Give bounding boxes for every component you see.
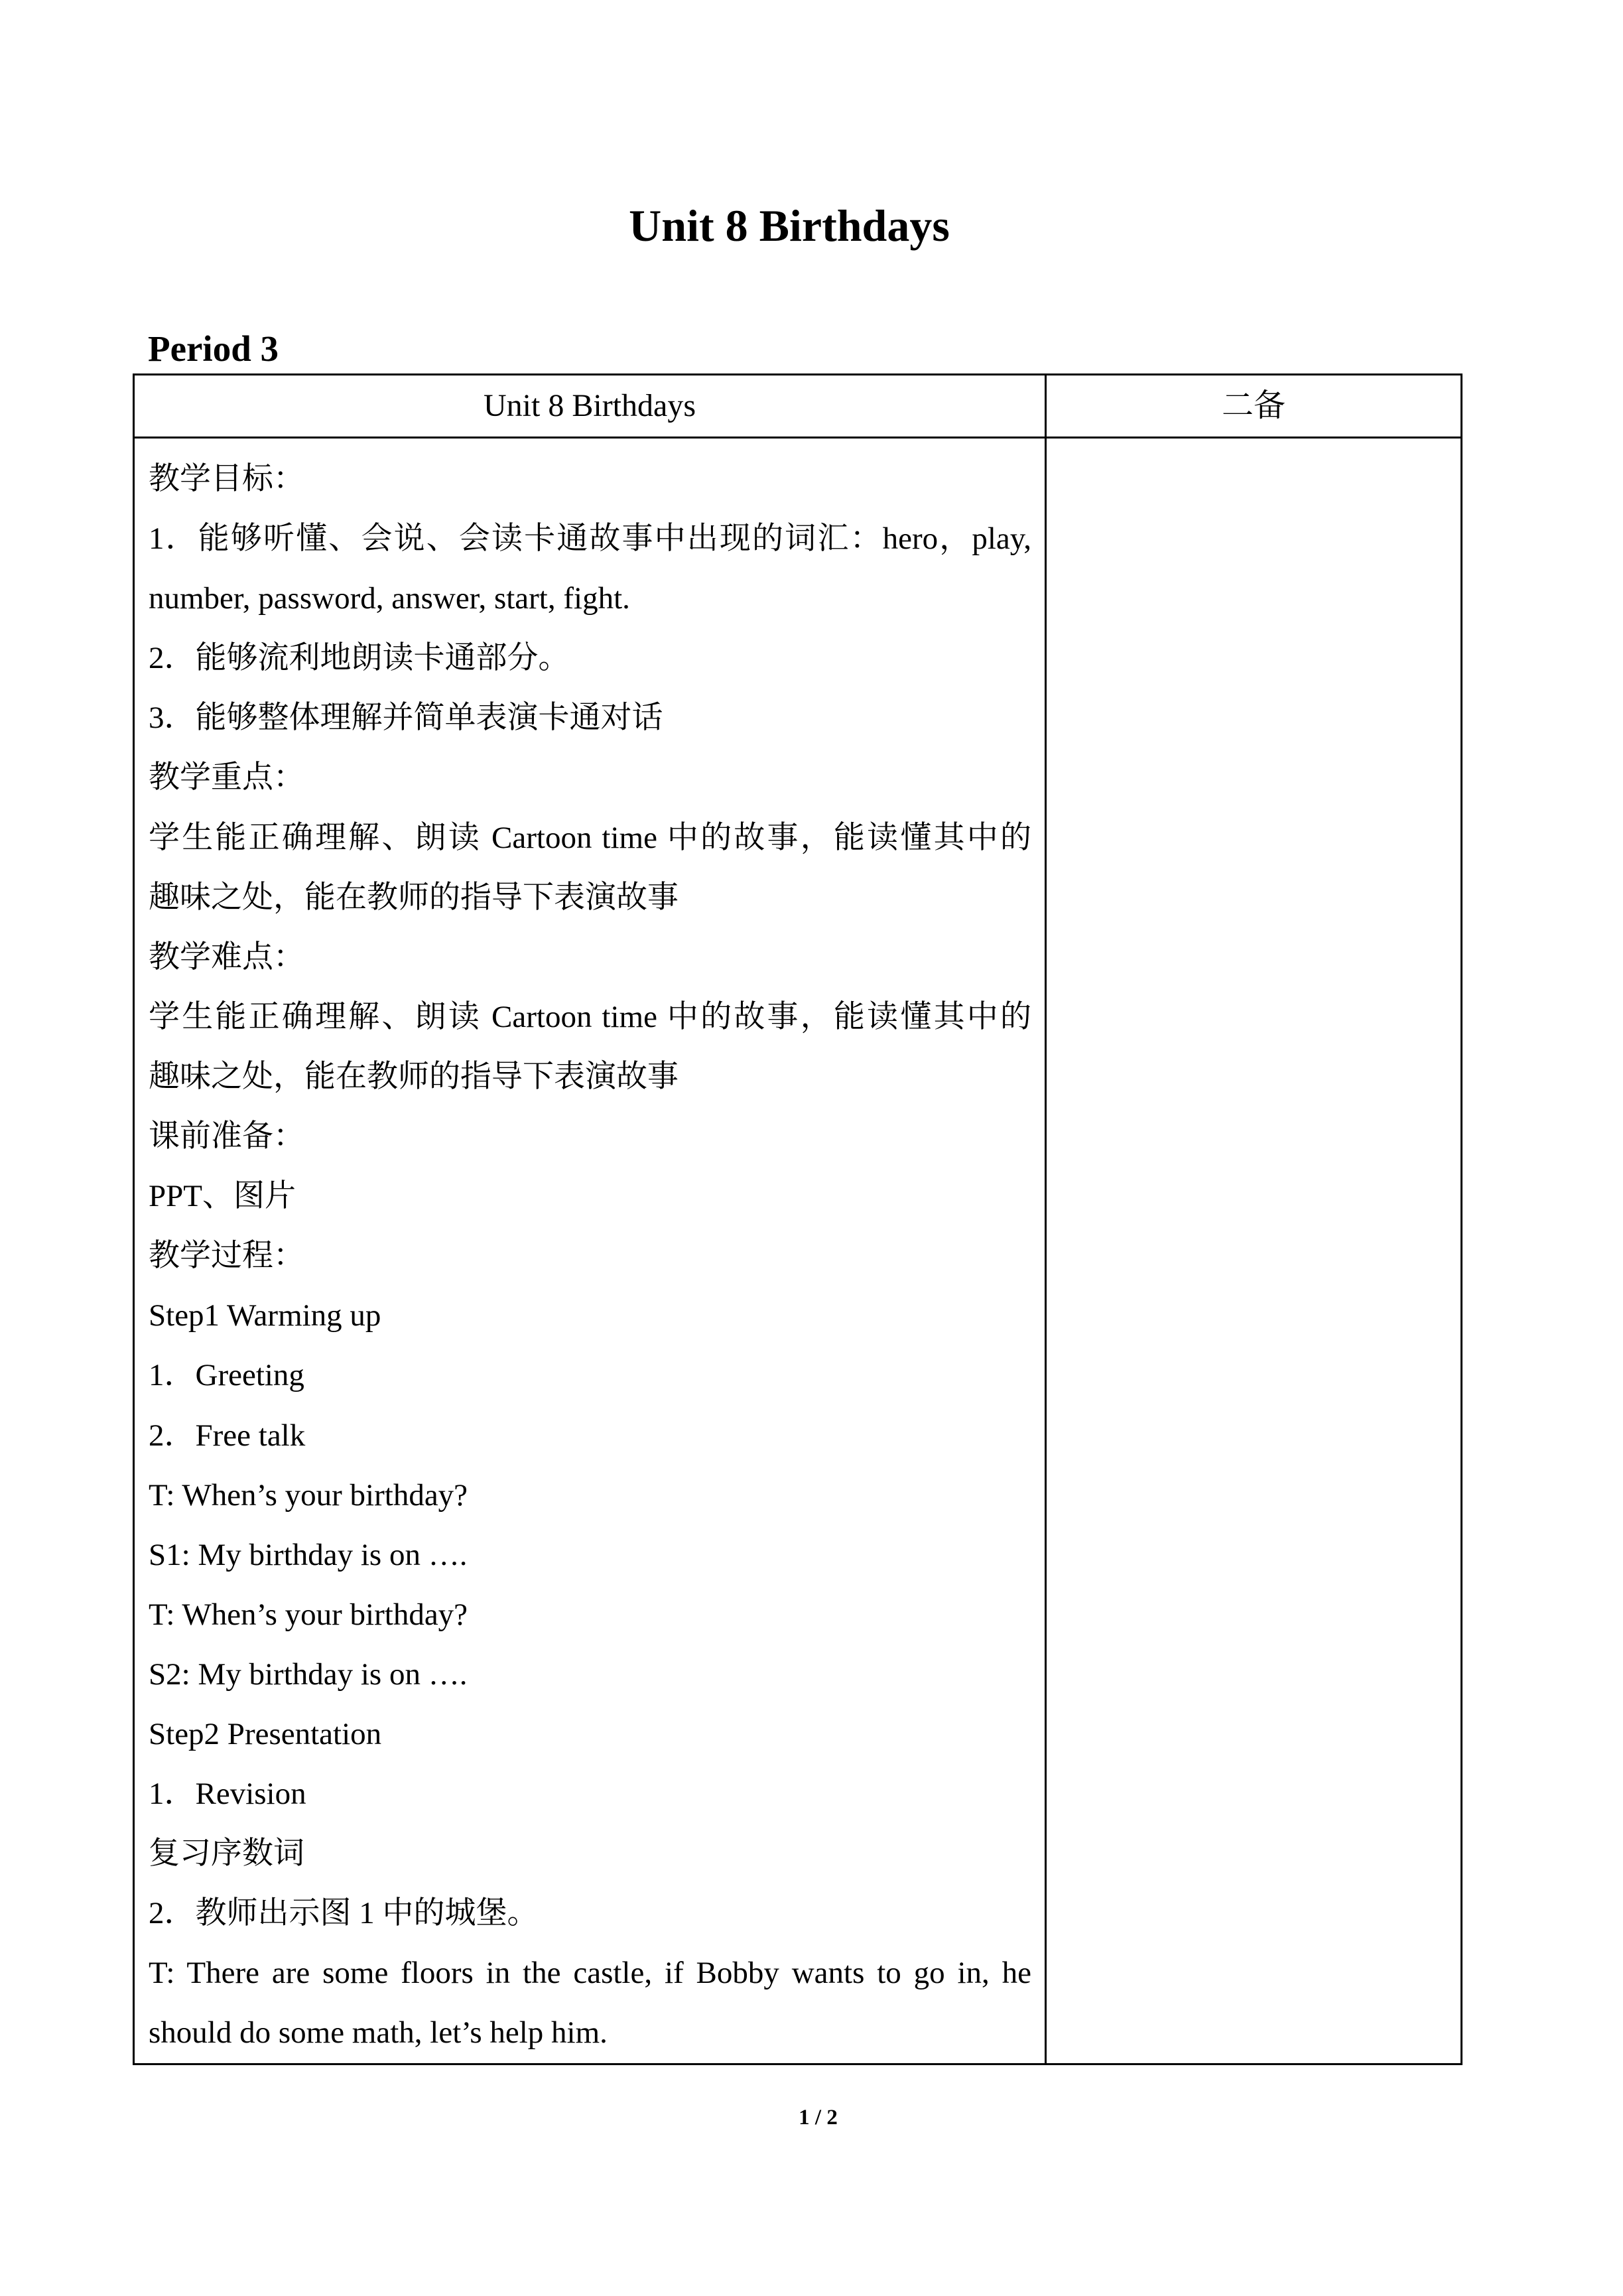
lesson-content-lines [149,439,1031,2063]
period-heading: Period 3 [148,328,279,369]
table-header-row [134,375,1462,438]
content-line: 教学目标： [149,462,304,496]
content-line: 教学重点： [149,760,304,795]
content-line: T: When’s your birthday? [149,1477,468,1513]
header-cell-revision: 二备 [1046,375,1462,438]
content-line: T: There are some floors in the castle, if Bobby wants to go in, he [149,1956,1031,1991]
content-line: should do some math, let’s help him. [149,2015,608,2051]
content-line: 学生能正确理解、朗读 Cartoon time 中的故事，能读懂其中的 [149,999,1031,1034]
content-line: 3．能够整体理解并简单表演卡通对话 [149,701,663,736]
content-line: Step2 Presentation [149,1716,382,1751]
lesson-plan-table [133,373,1462,2065]
header-cell-unit: Unit 8 Birthdays [134,375,1046,438]
lesson-content-cell [134,438,1046,2064]
content-line: 2．Free talk [149,1418,306,1453]
content-line: T: When’s your birthday? [149,1597,468,1632]
content-line: 1．Greeting [149,1358,304,1393]
page-number [0,2104,1623,2131]
page-number-text: 1 / 2 [799,2106,838,2129]
table-body-row [134,438,1462,2064]
content-line: 学生能正确理解、朗读 Cartoon time 中的故事，能读懂其中的 [149,820,1031,855]
content-line: 复习序数词 [149,1836,304,1871]
content-line: 1．能够听懂、会说、会读卡通故事中出现的词汇：hero，play, [149,521,1031,557]
content-line: 1．Revision [149,1777,306,1812]
content-line: 教学过程： [149,1239,304,1274]
content-line: S1: My birthday is on …. [149,1537,468,1572]
content-line: 2．教师出示图 1 中的城堡。 [149,1896,539,1931]
content-line: S2: My birthday is on …. [149,1656,468,1692]
notes-cell [1046,438,1462,2064]
content-line: 教学难点： [149,939,304,975]
content-line: 课前准备： [149,1119,304,1154]
content-line: 趣味之处，能在教师的指导下表演故事 [149,1059,679,1094]
document-title: Unit 8 Birthdays [629,200,950,251]
content-line: PPT、图片 [149,1179,296,1214]
content-line: 2．能够流利地朗读卡通部分。 [149,641,570,676]
content-line: 趣味之处，能在教师的指导下表演故事 [149,880,679,915]
content-line: number, password, answer, start, fight. [149,581,630,616]
content-line: Step1 Warming up [149,1298,381,1333]
